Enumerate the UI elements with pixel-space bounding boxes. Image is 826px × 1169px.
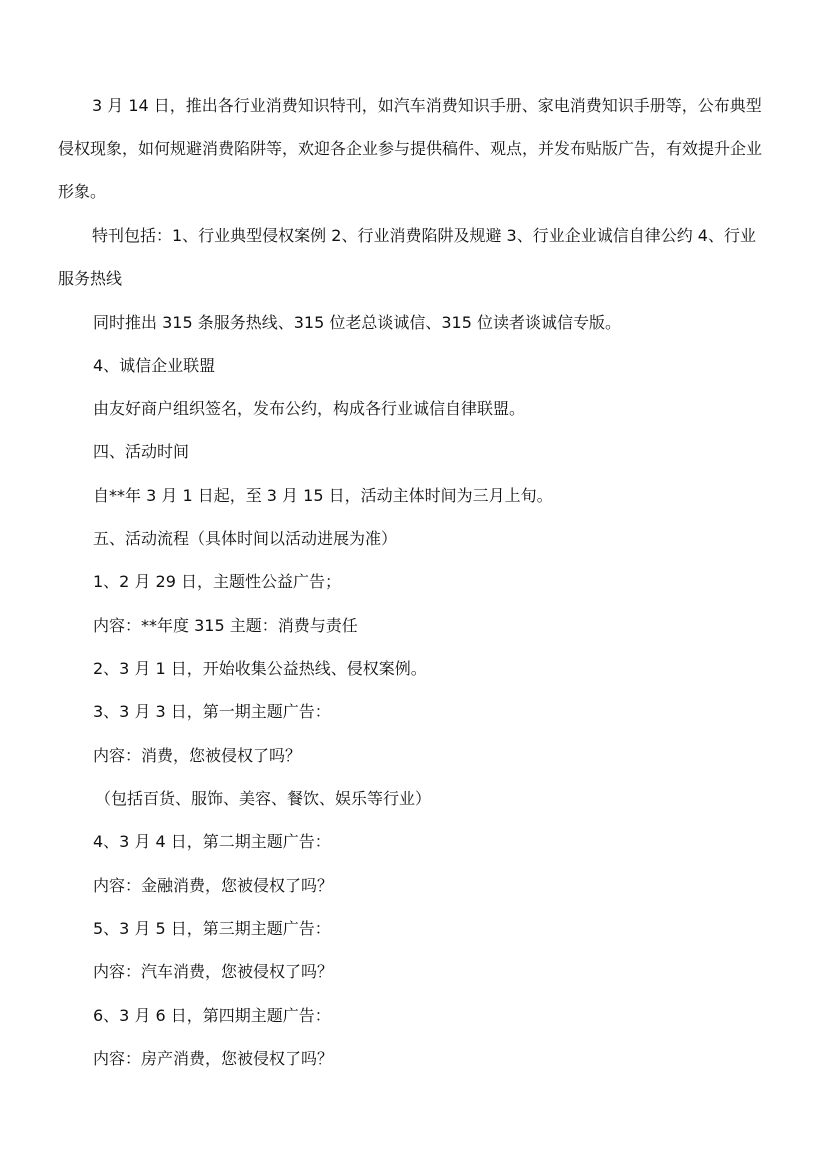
heading-integrity-alliance: 4、诚信企业联盟	[93, 356, 216, 375]
line-alliance-description: 由友好商户组织签名，发布公约，构成各行业诚信自律联盟。	[93, 399, 526, 418]
paragraph-special-issue: 3 月 14 日，推出各行业消费知识特刊，如汽车消费知识手册、家电消费知识手册等，公布典型侵权现象，如何规避消费陷阱等，欢迎各企业参与提供稿件、观点，并发布贴版广告，有效提升企业形象。	[58, 96, 763, 201]
line-step-6-content: 内容：房产消费，您被侵权了吗？	[93, 1049, 334, 1068]
paragraph-issue-contents: 特刊包括：1、行业典型侵权案例 2、行业消费陷阱及规避 3、行业企业诚信自律公约 4、行业服务热线	[58, 226, 756, 288]
line-service-hotlines: 同时推出 315 条服务热线、315 位老总谈诚信、315 位读者谈诚信专版。	[93, 313, 621, 332]
line-step-3-industries: （包括百货、服饰、美容、餐饮、娱乐等行业）	[95, 789, 432, 808]
list-item-step-6: 6、3 月 6 日，第四期主题广告：	[93, 1006, 331, 1025]
heading-activity-process: 五、活动流程（具体时间以活动进展为准）	[93, 529, 398, 548]
heading-activity-time: 四、活动时间	[93, 442, 190, 461]
list-item-step-2: 2、3 月 1 日，开始收集公益热线、侵权案例。	[93, 659, 427, 678]
list-item-step-3: 3、3 月 3 日，第一期主题广告：	[93, 702, 331, 721]
line-step-1-content: 内容：**年度 315 主题：消费与责任	[93, 616, 358, 635]
list-item-step-4: 4、3 月 4 日，第二期主题广告：	[93, 832, 331, 851]
line-step-5-content: 内容：汽车消费，您被侵权了吗？	[93, 962, 334, 981]
list-item-step-5: 5、3 月 5 日，第三期主题广告：	[93, 919, 331, 938]
line-step-3-content: 内容：消费，您被侵权了吗？	[93, 746, 302, 765]
line-step-4-content: 内容：金融消费，您被侵权了吗？	[93, 876, 334, 895]
list-item-step-1: 1、2 月 29 日，主题性公益广告；	[93, 572, 341, 591]
line-activity-time: 自**年 3 月 1 日起，至 3 月 15 日，活动主体时间为三月上旬。	[93, 486, 553, 505]
